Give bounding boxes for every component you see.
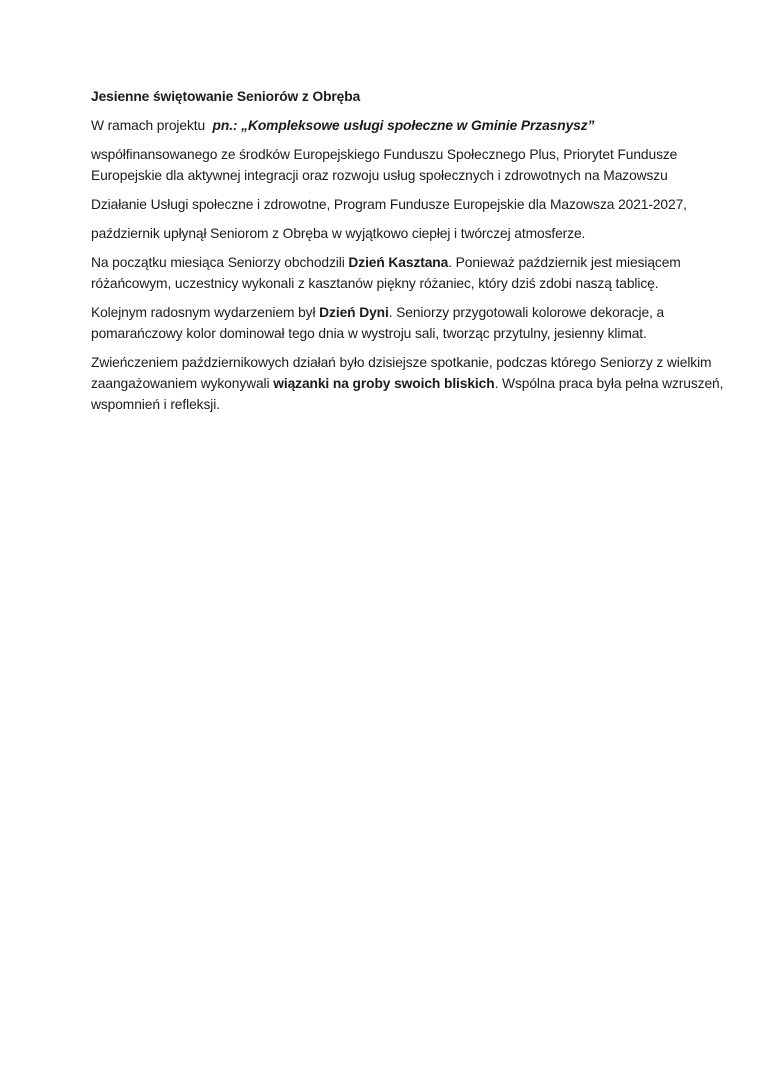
text-line — [91, 394, 711, 415]
paragraph — [91, 86, 711, 107]
text-run: . Ponieważ październik jest miesiącem — [448, 255, 681, 270]
paragraph — [91, 302, 711, 344]
text-run: współfinansowanego ze środków Europejskiego Funduszu Społecznego Plus, Priorytet Fundusze — [91, 147, 678, 162]
paragraph — [91, 252, 711, 294]
text-line — [91, 302, 711, 323]
text-line — [91, 115, 711, 136]
paragraph — [91, 223, 711, 244]
text-line — [91, 252, 711, 273]
text-run: pn.: „Kompleksowe usługi społeczne w Gminie Przasnysz” — [212, 118, 595, 133]
text-line — [91, 194, 711, 215]
text-line — [91, 144, 711, 165]
paragraph — [91, 352, 724, 415]
paragraph — [91, 144, 711, 186]
text-run: pomarańczowy kolor dominował tego dnia w wystroju sali, tworząc przytulny, jesienny klimat. — [91, 326, 647, 341]
text-run: różańcowym, uczestnicy wykonali z kasztanów piękny różaniec, który dziś zdobi naszą tablicę. — [91, 276, 659, 291]
text-line — [91, 86, 711, 107]
text-line — [91, 273, 711, 294]
document-body — [91, 86, 724, 423]
text-run: Zwieńczeniem październikowych działań było dzisiejsze spotkanie, podczas którego Seniorzy z wielkim — [91, 355, 712, 370]
text-run: Jesienne świętowanie Seniorów z Obręba — [91, 89, 361, 104]
text-run: październik upłynął Seniorom z Obręba w wyjątkowo ciepłej i twórczej atmosferze. — [91, 226, 586, 241]
paragraph — [91, 115, 711, 136]
text-run: wiązanki na groby swoich bliskich — [273, 376, 495, 391]
text-run: Europejskie dla aktywnej integracji oraz rozwoju usług społecznych i zdrowotnych na Mazowszu — [91, 168, 668, 183]
text-run: Działanie Usługi społeczne i zdrowotne, Program Fundusze Europejskie dla Mazowsza 2021-2027, — [91, 197, 687, 212]
text-run: Dzień Kasztana — [348, 255, 449, 270]
text-run: Dzień Dyni — [319, 305, 389, 320]
text-run: W ramach projektu — [91, 118, 213, 133]
text-run: wspomnień i refleksji. — [91, 397, 220, 412]
text-line — [91, 323, 711, 344]
text-line — [91, 165, 711, 186]
text-run: zaangażowaniem wykonywali — [91, 376, 274, 391]
text-line — [91, 223, 711, 244]
text-run: . Wspólna praca była pełna wzruszeń, — [494, 376, 724, 391]
text-line — [91, 373, 724, 394]
text-run: . Seniorzy przygotowali kolorowe dekoracje, a — [388, 305, 665, 320]
paragraph — [91, 194, 711, 215]
text-line — [91, 352, 711, 373]
text-run: Kolejnym radosnym wydarzeniem był — [91, 305, 320, 320]
text-run: Na początku miesiąca Seniorzy obchodzili — [91, 255, 349, 270]
